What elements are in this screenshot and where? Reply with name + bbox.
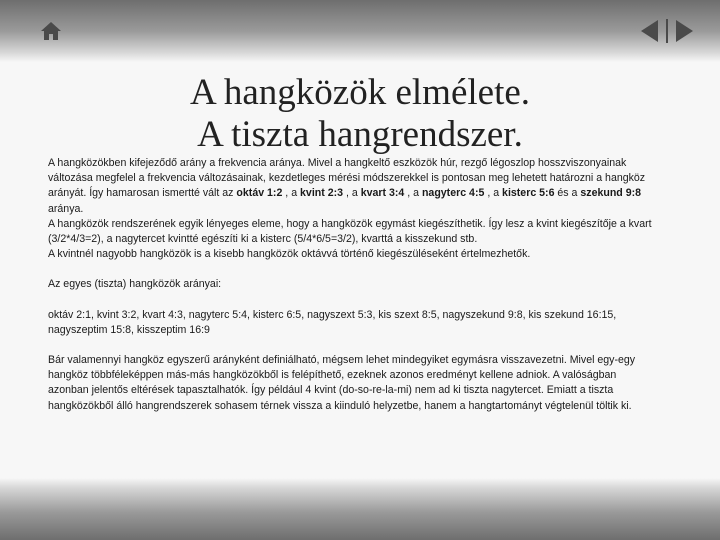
paragraph-conclusion: Bár valamennyi hangköz egyszerű arányként definiálható, mégsem lehet mindegyiket egymásra visszavezetni. Mivel egy-egy hangköz többféleképpen más-más hangközökből is felépíthető, ezeknek azonos eredményt kellene adniok. A valóságban azonban jelentős eltérések tapasztalhatók. Így például 4 kvint (do-so-re-la-mi) nem ad ki tiszta nagytercet. Emiatt a tiszta hangközökből álló hangrendszerek sohasem térnek vissza a kiinduló helyzetbe, hanem a hangtartományt végtelenül töltik ki. — [48, 354, 636, 412]
bottom-bar — [0, 478, 720, 540]
title-line-1: A hangközök elmélete. — [189, 72, 531, 113]
section-heading: Az egyes (tiszta) hangközök arányai: — [48, 278, 222, 291]
text-run: A hangközökben kifejeződő arány a frekvencia aránya. Mivel a hangkeltő eszközök húr, rezgő légoszlop hosszviszonyainak változása megfelel a frekvencia változásainak, kezdetleges mérési módszerekkel is pontosan meg lehetett határozni a hangköz arányát. Így hamarosan ismertté vált az — [48, 157, 646, 200]
paragraph-complement: A hangközök rendszerének egyik lényeges eleme, hogy a hangközök egymást kiegészíthetik. Így lesz a kvint kiegészítője a kvart (3/2*4/3=2), a nagytercet kvintté egészíti ki a kisterc (5/4*6/5=3/2), kvarttá a kisszekund stb. — [48, 217, 652, 246]
slide-navigation — [638, 18, 696, 44]
ratio-octave: oktáv 1:2 — [236, 187, 283, 200]
text-run: , a — [282, 187, 301, 200]
ratio-second: szekund 9:8 — [580, 187, 642, 200]
top-toolbar — [0, 0, 720, 62]
home-icon[interactable] — [40, 20, 62, 42]
ratio-major-third: nagyterc 4:5 — [421, 187, 485, 200]
text-run: és a — [554, 187, 581, 200]
slide-body — [48, 156, 658, 414]
paragraph-intervals-ratio — [48, 156, 658, 217]
text-run: , a — [484, 187, 503, 200]
text-run: aránya. — [48, 202, 84, 215]
slide-title — [150, 72, 570, 156]
title-line-2: A tiszta hangrendszer. — [197, 114, 523, 155]
arrow-right-icon[interactable] — [674, 18, 696, 44]
arrow-left-icon[interactable] — [638, 18, 660, 44]
ratio-fifth: kvint 2:3 — [300, 187, 344, 200]
paragraph-larger-intervals: A kvintnél nagyobb hangközök is a kisebb hangközök oktávvá történő kiegészüléseként értelmezhetők. — [48, 248, 531, 261]
paragraph-ratios-list: oktáv 2:1, kvint 3:2, kvart 4:3, nagyterc 5:4, kisterc 6:5, nagyszext 5:3, kis szext 8:5, nagyszekund 9:8, kis szekund 16:15, nagyszeptim 15:8, kisszeptim 16:9 — [48, 308, 617, 336]
text-run: , a — [343, 187, 361, 200]
nav-divider — [666, 19, 668, 43]
ratio-fourth: kvart 3:4 — [360, 187, 405, 200]
ratio-minor-third: kisterc 5:6 — [502, 187, 555, 200]
text-run: , a — [404, 187, 422, 200]
